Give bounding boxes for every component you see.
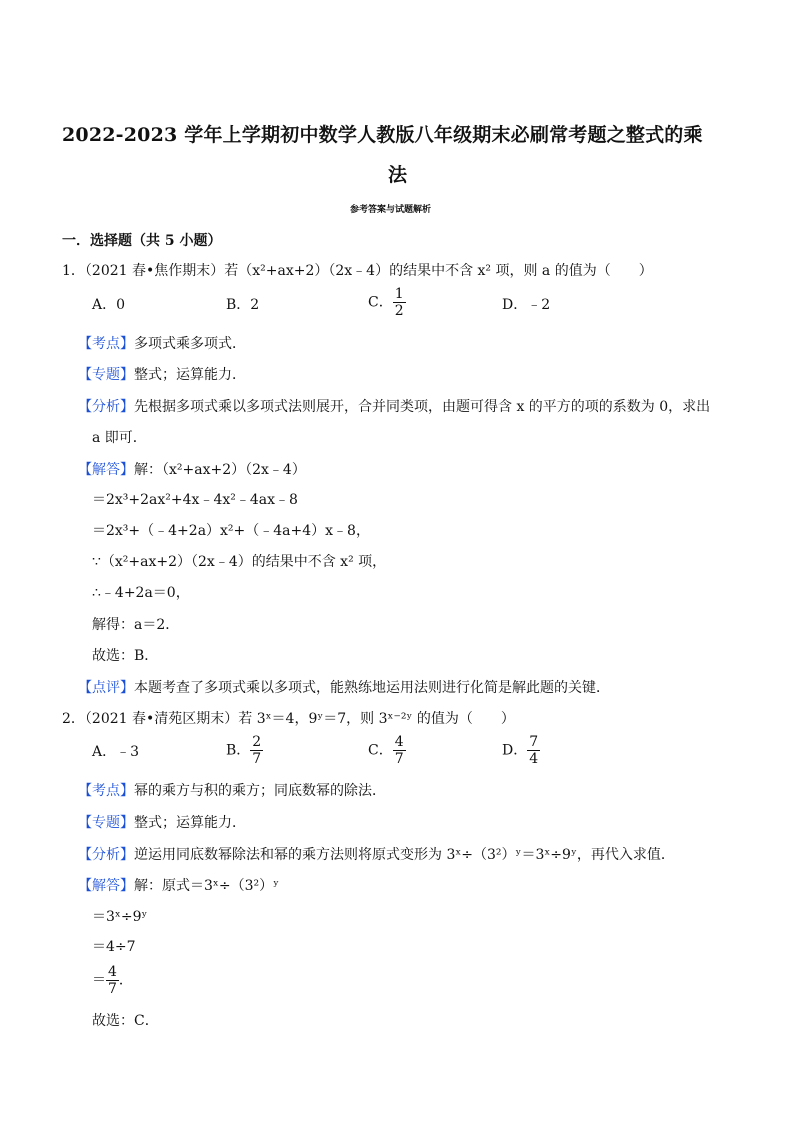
q1-kaodian (78, 333, 246, 353)
q1-fenxi (78, 396, 710, 416)
q1-step-1: ＝2x³+2ax²+4x﹣4x²﹣4ax﹣8 (92, 492, 298, 508)
q1-jieda-tag: 【解答】 (78, 462, 134, 478)
q1-zhuanti (78, 364, 246, 384)
q1-option-c-prefix: C． (368, 294, 393, 311)
q2-option-b-prefix: B． (226, 742, 251, 759)
q1-dianping-tag: 【点评】 (78, 680, 134, 696)
q2-option-d-fraction (527, 734, 540, 767)
q2-kaodian-text: 幂的乘方与积的乘方；同底数幂的除法． (134, 783, 386, 799)
q2-zhuanti (78, 812, 246, 832)
q2-fenxi-text: 逆运用同底数幂除法和幂的乘方法则将原式变形为 3ˣ÷（3²）ʸ＝3ˣ÷9ʸ，再代入求值． (134, 847, 675, 863)
q1-step-6: 故选：B． (92, 648, 159, 664)
q1-jieda-text: 解：（x²+ax+2）（2x﹣4） (134, 462, 306, 478)
q2-jieda-text: 解：原式＝3ˣ÷（3²）ʸ (134, 878, 280, 894)
q1-kaodian-text: 多项式乘多项式． (134, 336, 246, 352)
q2-zhuanti-text: 整式；运算能力． (134, 815, 246, 831)
q1-jieda (78, 459, 306, 479)
q2-step-3-numerator: 4 (108, 964, 117, 980)
q1-option-c-fraction (393, 286, 406, 319)
q2-option-d-prefix: D． (502, 742, 528, 759)
q1-option-b: B．2 (226, 297, 260, 313)
q2-option-c-denominator: 7 (394, 751, 404, 767)
q2-option-b-numerator: 2 (252, 734, 262, 750)
q1-option-c-denominator: 2 (394, 303, 404, 319)
q2-fenxi (78, 844, 675, 864)
q1-step-3: ∵（x²+ax+2）（2x﹣4）的结果中不含 x² 项， (92, 554, 387, 570)
doc-title-line2: 法 (388, 164, 408, 186)
q2-step-3-suffix: ． (118, 972, 133, 989)
q2-step-3 (92, 964, 133, 997)
doc-subtitle: 参考答案与试题解析 (350, 205, 432, 215)
q2-option-c-prefix: C． (368, 742, 393, 759)
q1-fenxi-text: 先根据多项式乘以多项式法则展开，合并同类项，由题可得含 x 的平方的项的系数为 0，求出 (134, 399, 711, 415)
q2-step-3-fraction (106, 964, 119, 997)
q2-step-2: ＝4÷7 (92, 939, 136, 955)
q2-option-b-denominator: 7 (252, 751, 262, 767)
q1-option-c (368, 286, 406, 319)
section-heading-choice: 一．选择题（共 5 小题） (62, 233, 222, 249)
q1-dianping (78, 677, 610, 697)
q2-fenxi-tag: 【分析】 (78, 847, 134, 863)
q1-stem: 1．（2021 春•焦作期末）若（x²+ax+2）（2x﹣4）的结果中不含 x² 项，则 a 的值为（ ） (62, 263, 653, 279)
q1-step-2: ＝2x³+（﹣4+2a）x²+（﹣4a+4）x﹣8， (92, 523, 370, 539)
q2-jieda (78, 875, 279, 895)
q1-fenxi-tag: 【分析】 (78, 399, 134, 415)
q1-option-c-numerator: 1 (394, 286, 404, 302)
q2-step-1: ＝3ˣ÷9ʸ (92, 909, 148, 925)
q1-step-4: ∴﹣4+2a＝0， (92, 585, 190, 601)
q2-kaodian-tag: 【考点】 (78, 783, 134, 799)
q2-option-d-denominator: 4 (529, 751, 539, 767)
q2-option-c-fraction (393, 734, 406, 767)
q1-zhuanti-text: 整式；运算能力． (134, 367, 246, 383)
q2-zhuanti-tag: 【专题】 (78, 815, 134, 831)
q2-option-b-fraction (250, 734, 263, 767)
q2-kaodian (78, 780, 386, 800)
q2-option-b (226, 734, 263, 767)
q2-stem: 2．（2021 春•清苑区期末）若 3ˣ＝4，9ʸ＝7，则 3ˣ⁻²ʸ 的值为（ ） (62, 711, 515, 727)
q2-option-d (502, 734, 540, 767)
q2-step-3-denominator: 7 (108, 981, 117, 997)
q1-option-d: D．﹣2 (502, 297, 551, 313)
q1-option-a: A．0 (92, 297, 126, 313)
q2-option-a: A．﹣3 (92, 744, 140, 760)
q1-dianping-text: 本题考查了多项式乘以多项式，能熟练地运用法则进行化简是解此题的关键． (134, 680, 610, 696)
q2-step-4: 故选：C． (92, 1013, 159, 1029)
q2-step-3-prefix: ＝ (92, 972, 106, 989)
doc-title-line1: 2022-2023 学年上学期初中数学人教版八年级期末必刷常考题之整式的乘 (62, 124, 703, 146)
q1-step-5: 解得：a＝2． (92, 617, 180, 633)
q2-option-c-numerator: 4 (394, 734, 404, 750)
q1-kaodian-tag: 【考点】 (78, 336, 134, 352)
q2-option-c (368, 734, 406, 767)
q1-zhuanti-tag: 【专题】 (78, 367, 134, 383)
q2-option-d-numerator: 7 (529, 734, 539, 750)
q1-fenxi-cont: a 即可． (92, 430, 147, 446)
q2-jieda-tag: 【解答】 (78, 878, 134, 894)
